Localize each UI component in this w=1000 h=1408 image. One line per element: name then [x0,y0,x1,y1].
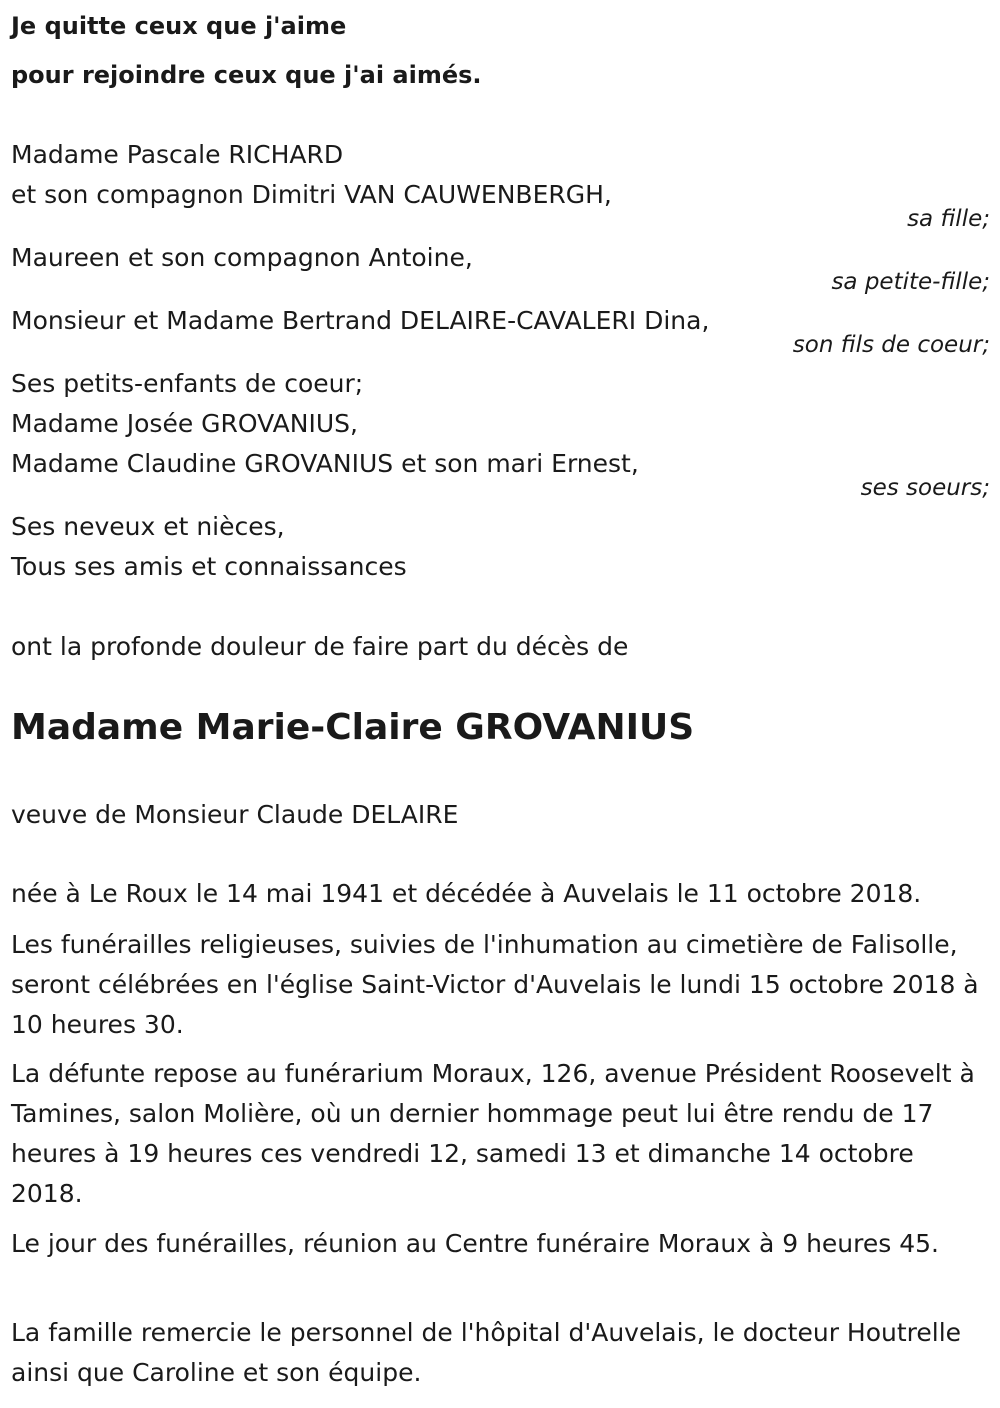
daughter-relation: sa fille; [907,206,990,232]
widow-of-line: veuve de Monsieur Claude DELAIRE [11,800,459,829]
deceased-name: Madame Marie-Claire GROVANIUS [11,707,695,748]
announcement-line: ont la profonde douleur de faire part du décès de [11,632,629,661]
nephews-line: Ses neveux et nièces, [11,512,285,541]
meeting-paragraph: Le jour des funérailles, réunion au Centre funéraire Moraux à 9 heures 45. [11,1229,939,1258]
son-relation: son fils de coeur; [792,332,990,358]
sister-1-line: Madame Josée GROVANIUS, [11,409,358,438]
intro-line-2: pour rejoindre ceux que j'ai aimés. [11,61,482,89]
grandchildren-line: Ses petits-enfants de coeur; [11,369,364,398]
daughter-line-1: Madame Pascale RICHARD [11,140,344,169]
funeral-paragraph: Les funérailles religieuses, suivies de l'inhumation au cimetière de Falisolle, seront célébrées en l'église Saint-Victor d'Auvelais le lundi 15 octobre 2018 à 10 heures 30. [11,930,979,1039]
viewing-paragraph: La défunte repose au funérarium Moraux, 126, avenue Président Roosevelt à Tamines, salon Molière, où un dernier hommage peut lui être rendu de 17 heures à 19 heures ces vendredi 12, samedi 13 et dimanche 14 octobre 2018. [11,1059,975,1208]
daughter-line-2: et son compagnon Dimitri VAN CAUWENBERGH, [11,180,612,209]
sister-2-line: Madame Claudine GROVANIUS et son mari Ernest, [11,449,639,478]
granddaughter-line: Maureen et son compagnon Antoine, [11,243,473,272]
birth-death-line: née à Le Roux le 14 mai 1941 et décédée à Auvelais le 11 octobre 2018. [11,879,922,908]
sisters-relation: ses soeurs; [860,475,990,501]
thanks-paragraph: La famille remercie le personnel de l'hôpital d'Auvelais, le docteur Houtrelle ainsi que Caroline et son équipe. [11,1318,962,1387]
intro-line-1: Je quitte ceux que j'aime [11,12,347,40]
friends-line: Tous ses amis et connaissances [11,552,407,581]
son-line: Monsieur et Madame Bertrand DELAIRE-CAVALERI Dina, [11,306,710,335]
granddaughter-relation: sa petite-fille; [831,269,990,295]
